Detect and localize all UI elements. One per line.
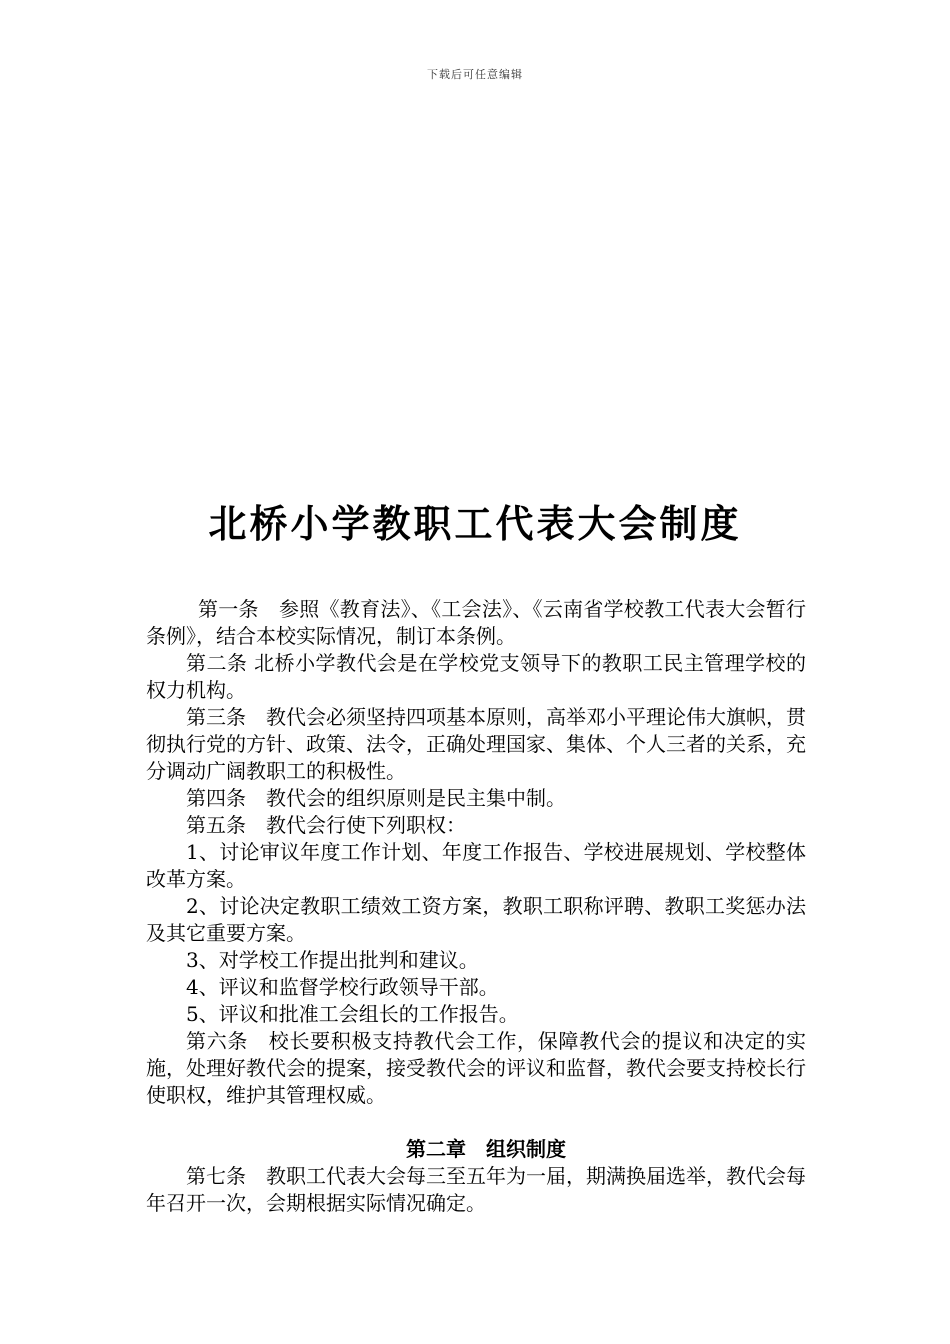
page-header-note: 下载后可任意编辑 xyxy=(427,68,523,81)
power-item-2: 2、讨论决定教职工绩效工资方案，教职工职称评聘、教职工奖惩办法及其它重要方案。 xyxy=(146,894,806,945)
power-item-4: 4、评议和监督学校行政领导干部。 xyxy=(186,975,499,999)
article-1: 第一条 参照《教育法》、《工会法》、《云南省学校教工代表大会暂行条例》，结合本校实际情况，制订本条例。 xyxy=(146,597,806,648)
article-5: 第五条 教代会行使下列职权： xyxy=(186,813,466,837)
article-6: 第六条 校长要积极支持教代会工作，保障教代会的提议和决定的实施，处理好教代会的提案，接受教代会的评议和监督，教代会要支持校长行使职权，维护其管理权威。 xyxy=(146,1029,806,1107)
article-3: 第三条 教代会必须坚持四项基本原则，高举邓小平理论伟大旗帜，贯彻执行党的方针、政策、法令，正确处理国家、集体、个人三者的关系，充分调动广阔教职工的积极性。 xyxy=(146,705,806,783)
power-item-3: 3、对学校工作提出批判和建议。 xyxy=(186,948,479,972)
article-4: 第四条 教代会的组织原则是民主集中制。 xyxy=(186,786,566,810)
document-title: 北桥小学教职工代表大会制度 xyxy=(208,501,742,546)
chapter-two-heading: 第二章 组织制度 xyxy=(406,1137,566,1161)
article-7: 第七条 教职工代表大会每三至五年为一届，期满换届选举，教代会每年召开一次，会期根据实际情况确定。 xyxy=(146,1164,806,1215)
power-item-5: 5、评议和批准工会组长的工作报告。 xyxy=(186,1002,519,1026)
power-item-1: 1、讨论审议年度工作计划、年度工作报告、学校进展规划、学校整体改革方案。 xyxy=(146,840,806,891)
document-body xyxy=(146,596,806,1217)
article-2: 第二条 北桥小学教代会是在学校党支领导下的教职工民主管理学校的权力机构。 xyxy=(146,651,806,702)
